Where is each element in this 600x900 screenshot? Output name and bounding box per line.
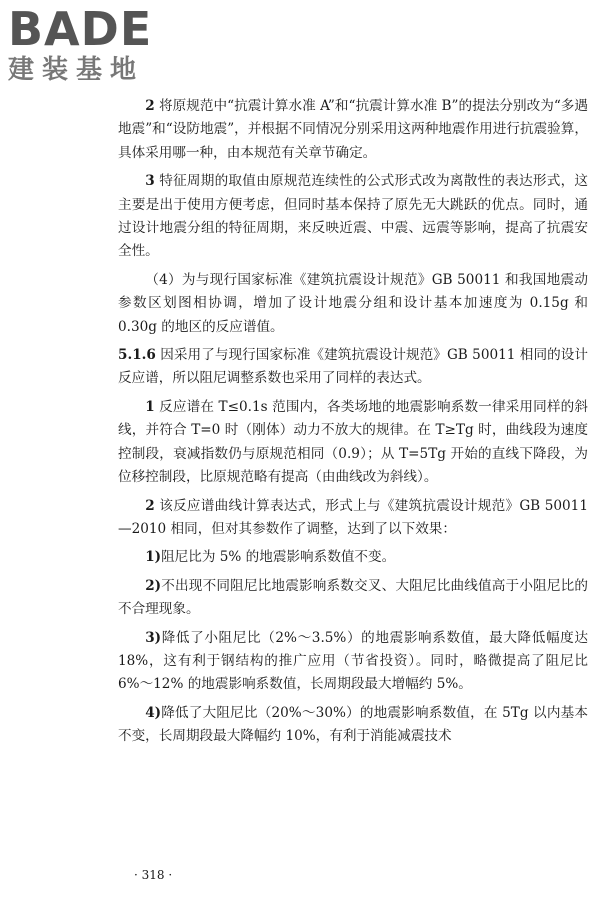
item-number: 3) [145, 629, 162, 646]
paragraph-text: 特征周期的取值由原规范连续性的公式形式改为离散性的表达形式，这主要是出于使用方便考虑，但同时基本保持了原先无大跳跃的优点。同时，通过设计地震分组的特征周期，来反映近震、中震、远震等影响，提高了抗震安全性。 [118, 173, 589, 260]
paragraph-text: （4）为与现行国家标准《建筑抗震设计规范》GB 50011 和我国地震动参数区划图相协调，增加了设计地震分组和设计基本加速度为 0.15g 和 0.30g 的地区的反应谱值。 [118, 271, 588, 335]
paragraph-text: 降低了小阻尼比（2%～3.5%）的地震影响系数值，最大降低幅度达 18%，这有利于钢结构的推广应用（节省投资）。同时，略微提高了阻尼比 6%～12% 的地震影响系数值，长周期段最大增幅约 5%。 [118, 629, 588, 693]
paragraph [118, 95, 588, 165]
item-number: 3 [145, 173, 155, 190]
page-body [118, 95, 588, 754]
clause-number: 5.1.6 [118, 347, 156, 364]
watermark-word: BADE [8, 2, 153, 56]
paragraph-text: 因采用了与现行国家标准《建筑抗震设计规范》GB 50011 相同的设计反应谱，所以阻尼调整系数也采用了同样的表达式。 [118, 347, 589, 387]
paragraph-text: 降低了大阻尼比（20%～30%）的地震影响系数值，在 5Tg 以内基本不变，长周期段最大降幅约 10%，有利于消能减震技术 [118, 704, 588, 745]
paragraph [118, 495, 588, 542]
watermark-subtitle: 建装基地 [8, 55, 145, 85]
item-number: 2 [145, 98, 155, 114]
page-number: · 318 · [134, 868, 173, 882]
item-number: 1 [145, 398, 155, 415]
item-number: 2) [145, 577, 162, 594]
item-number: 1) [145, 549, 162, 566]
clause-paragraph [118, 344, 588, 391]
paragraph-text: 反应谱在 T≤0.1s 范围内，各类场地的地震影响系数一律采用同样的斜线，并符合 T=0 时（刚体）动力不放大的规律。在 T≥Tg 时，曲线段为速度控制段，衰减指数仍与原规范相同（0.9）；从 T=5Tg 开始的直线下降段，为位移控制段，比原规范略有提高（由曲线改为斜线）。 [118, 398, 588, 486]
paragraph [118, 546, 588, 569]
item-number: 4) [145, 704, 162, 721]
paragraph [118, 170, 588, 264]
watermark-logo [8, 4, 178, 92]
paragraph [118, 269, 588, 339]
paragraph-text: 阻尼比为 5% 的地震影响系数值不变。 [161, 549, 396, 566]
item-number: 2 [145, 497, 155, 514]
paragraph-text: 不出现不同阻尼比地震影响系数交叉、大阻尼比曲线值高于小阻尼比的不合理现象。 [118, 577, 588, 618]
paragraph-text: 将原规范中“抗震计算水准 A”和“抗震计算水准 B”的提法分别改为“多遇地震”和“设防地震”，并根据不同情况分别采用这两种地震作用进行抗震验算，具体采用哪一种，由本规范有关章节确定。 [118, 98, 589, 161]
paragraph [118, 396, 588, 490]
paragraph [118, 702, 588, 749]
paragraph-text: 该反应谱曲线计算表达式，形式上与《建筑抗震设计规范》GB 50011—2010 相同，但对其参数作了调整，达到了以下效果： [118, 497, 588, 537]
paragraph [118, 575, 588, 622]
paragraph [118, 627, 588, 697]
